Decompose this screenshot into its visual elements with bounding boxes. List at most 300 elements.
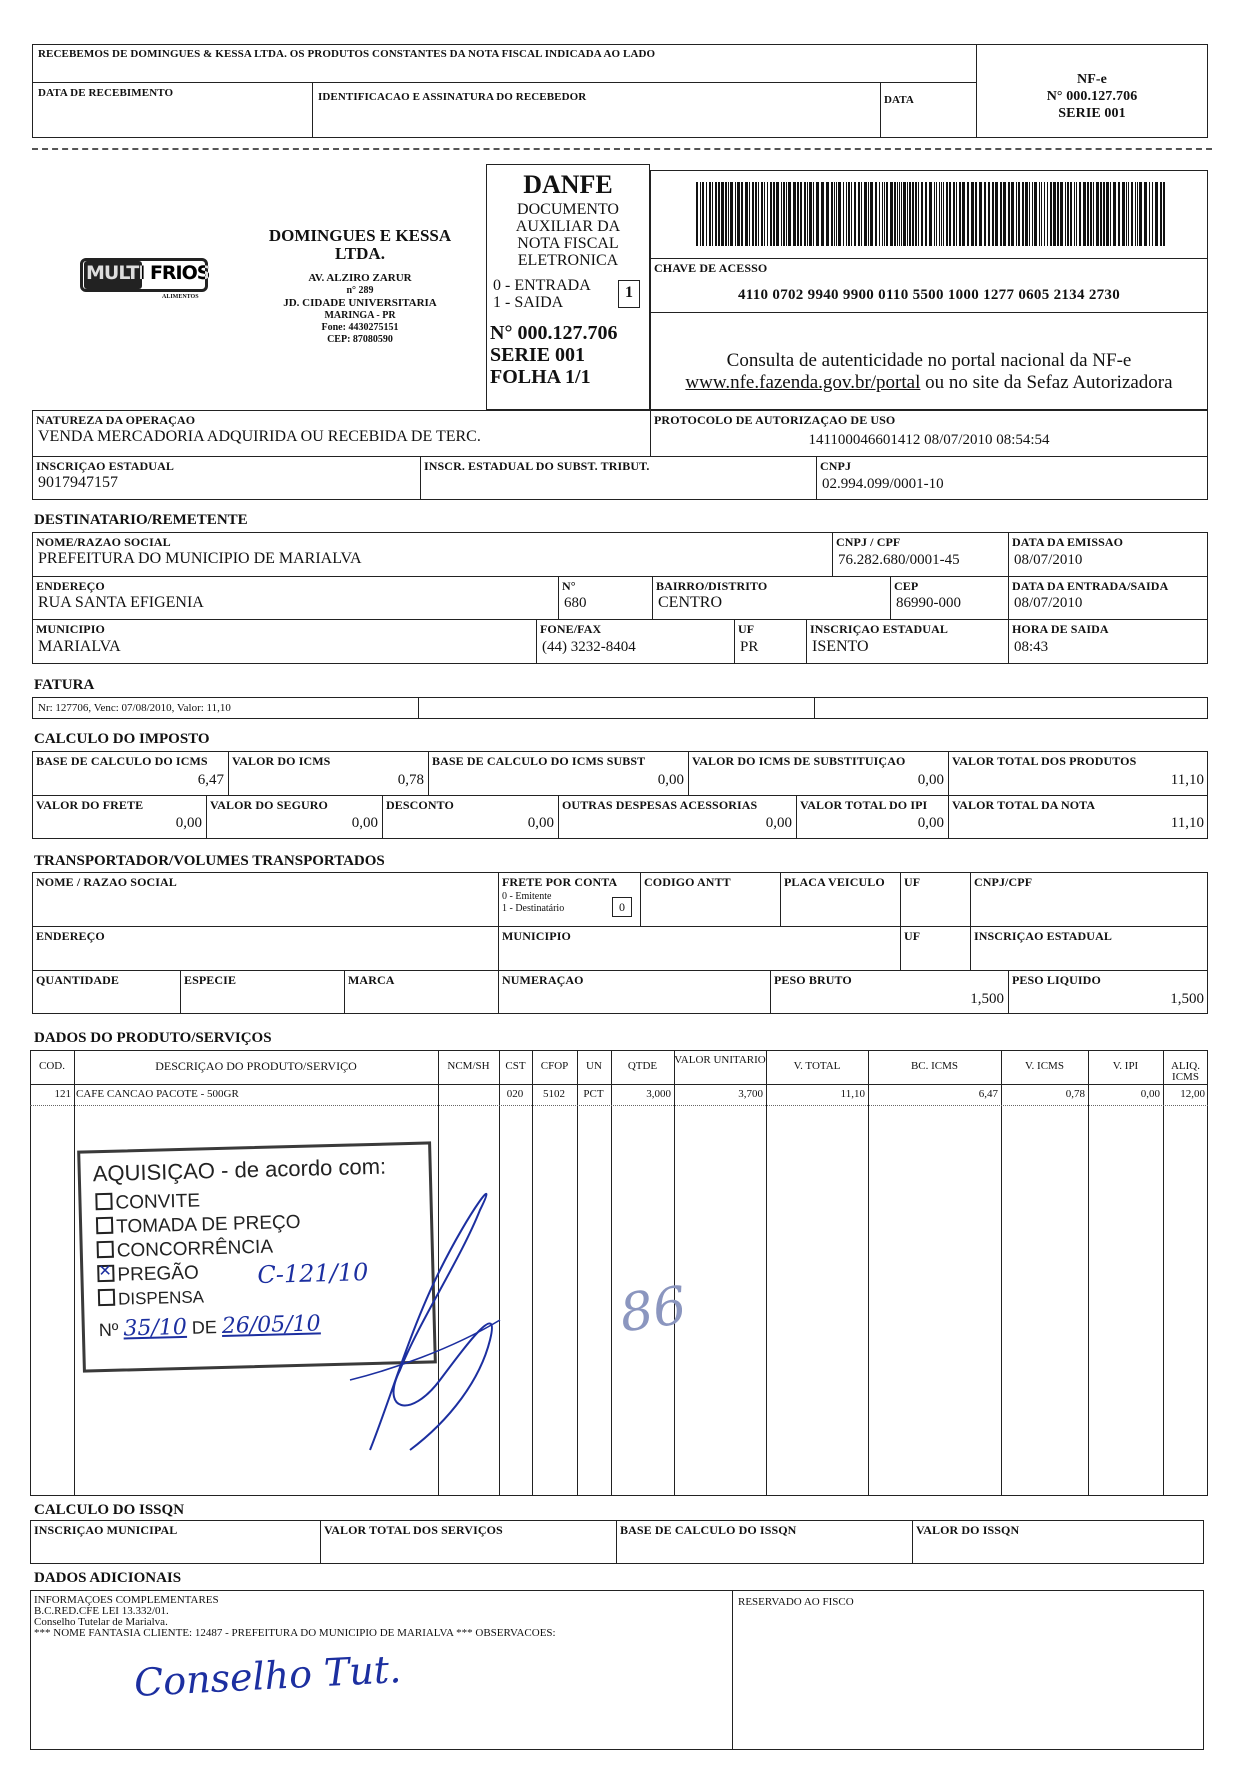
barcode-bar xyxy=(1034,182,1037,246)
barcode-bar xyxy=(1065,182,1066,246)
barcode-bar xyxy=(725,182,727,246)
barcode-bar xyxy=(807,182,808,246)
dest-emissao: 08/07/2010 xyxy=(1014,552,1083,568)
barcode-bar xyxy=(1118,182,1120,246)
barcode-bar xyxy=(943,182,944,246)
barcode-bar xyxy=(879,182,880,246)
products-column-divider xyxy=(1088,1050,1089,1496)
barcode-bar xyxy=(953,182,955,246)
stamp-title: AQUISIÇAO - de acordo com: xyxy=(92,1153,387,1187)
dest-endereco-label: ENDEREÇO xyxy=(36,579,105,593)
products-header-cell: VALOR UNITARIO xyxy=(674,1054,766,1066)
barcode-bar xyxy=(875,182,877,246)
protocolo-label: PROTOCOLO DE AUTORIZAÇAO DE USO xyxy=(654,413,896,427)
barcode-bar xyxy=(715,182,717,246)
outras-label: OUTRAS DESPESAS ACESSORIAS xyxy=(562,798,758,812)
products-column-divider xyxy=(577,1050,578,1496)
stamp-de-label: DE xyxy=(191,1317,218,1338)
products-column-divider xyxy=(611,1050,612,1496)
barcode-bar xyxy=(730,182,733,246)
dest-uf-label: UF xyxy=(738,622,755,636)
barcode-bar xyxy=(988,182,990,246)
barcode-bar xyxy=(949,182,951,246)
seguro-value: 0,00 xyxy=(351,815,378,831)
consulta-url: www.nfe.fazenda.gov.br/portal xyxy=(685,372,921,393)
imposto-section-title: CALCULO DO IMPOSTO xyxy=(34,731,210,747)
danfe-series: SERIE 001 xyxy=(490,344,586,366)
products-column-divider xyxy=(1001,1050,1002,1496)
dest-cep-label: CEP xyxy=(894,579,919,593)
issuer-addr-3: JD. CIDADE UNIVERSITARIA xyxy=(283,297,437,309)
barcode-bar xyxy=(770,182,772,246)
barcode-bar xyxy=(901,182,902,246)
fatura-text: Nr: 127706, Venc: 07/08/2010, Valor: 11,10 xyxy=(38,702,231,714)
barcode-bar xyxy=(1000,182,1002,246)
dest-endereco: RUA SANTA EFIGENIA xyxy=(38,594,204,611)
dest-entrada-label: DATA DA ENTRADA/SAIDA xyxy=(1012,579,1169,593)
access-key-label: CHAVE DE ACESSO xyxy=(654,261,768,275)
danfe-title: DANFE xyxy=(523,170,613,199)
barcode-bar xyxy=(1087,182,1089,246)
products-header-cell: ALIQ. ICMS xyxy=(1170,1060,1201,1083)
barcode-bar xyxy=(1011,182,1014,246)
barcode-bar xyxy=(718,182,720,246)
handwritten-initials: 86 xyxy=(616,1275,691,1345)
barcode-bar xyxy=(752,182,754,246)
issuer-addr-4: MARINGA - PR xyxy=(324,310,396,321)
barcode-bar xyxy=(1039,182,1040,246)
barcode-bar xyxy=(755,182,757,246)
issqn-section-title: CALCULO DO ISSQN xyxy=(34,1502,185,1518)
ie-value: 9017947157 xyxy=(38,474,118,491)
bc-icms-label: BASE DE CALCULO DO ICMS xyxy=(36,754,208,768)
products-header-cell: UN xyxy=(586,1060,602,1072)
cnpj-value: 02.994.099/0001-10 xyxy=(822,476,944,492)
signature-scrawl xyxy=(330,1150,550,1470)
barcode-bar xyxy=(1163,182,1165,246)
transp-uf2-label: UF xyxy=(904,929,921,943)
ipi-label: VALOR TOTAL DO IPI xyxy=(800,798,928,812)
v-icms-label: VALOR DO ICMS xyxy=(232,754,331,768)
dest-nome-label: NOME/RAZAO SOCIAL xyxy=(36,535,171,549)
barcode-bar xyxy=(809,182,812,246)
products-header-cell: QTDE xyxy=(627,1060,658,1072)
barcode-bar xyxy=(897,182,898,246)
adic-fisco-label: RESERVADO AO FISCO xyxy=(738,1596,854,1608)
barcode-bar xyxy=(1053,182,1056,246)
barcode-bar xyxy=(831,182,833,246)
barcode-bar xyxy=(941,182,942,246)
danfe-sub-2: AUXILIAR DA xyxy=(515,218,621,235)
products-section-title: DADOS DO PRODUTO/SERVIÇOS xyxy=(34,1030,272,1046)
barcode-bar xyxy=(800,182,802,246)
barcode-bar xyxy=(1149,182,1150,246)
dest-bairro: CENTRO xyxy=(658,594,722,611)
dest-fone-label: FONE/FAX xyxy=(540,622,602,636)
barcode-bar xyxy=(851,182,852,246)
nota-label: VALOR TOTAL DA NOTA xyxy=(952,798,1096,812)
barcode-bar xyxy=(1067,182,1069,246)
products-header-cell: BC. ICMS xyxy=(910,1060,959,1072)
dest-num-label: N° xyxy=(562,579,576,593)
transp-frete-label: FRETE POR CONTA xyxy=(502,875,618,889)
consulta-line-2 xyxy=(650,372,1208,394)
barcode-bar xyxy=(975,182,977,246)
transp-antt-label: CODIGO ANTT xyxy=(644,875,731,889)
stamp-num-prefix: Nº xyxy=(98,1319,119,1341)
products-column-divider xyxy=(74,1050,75,1496)
barcode-bar xyxy=(899,182,900,246)
products-column-divider xyxy=(766,1050,767,1496)
danfe-sub-3: NOTA FISCAL xyxy=(517,235,619,252)
dest-cnpj-label: CNPJ / CPF xyxy=(836,535,901,549)
transp-liquido: 1,500 xyxy=(1170,991,1204,1007)
dest-entrada: 08/07/2010 xyxy=(1014,595,1083,611)
barcode-bar xyxy=(1096,182,1099,246)
barcode-bar xyxy=(745,182,748,246)
barcode-bar xyxy=(735,182,736,246)
barcode-bar xyxy=(712,182,713,246)
barcode-bar xyxy=(1057,182,1059,246)
logo-subtext: ALIMENTOS xyxy=(162,294,199,300)
barcode-bar xyxy=(1090,182,1092,246)
barcode-bar xyxy=(864,182,867,246)
barcode-bar xyxy=(1041,182,1042,246)
cnpj-label: CNPJ xyxy=(820,459,852,473)
barcode-bar xyxy=(1016,182,1017,246)
dest-ie: ISENTO xyxy=(812,638,869,655)
transp-nome-label: NOME / RAZAO SOCIAL xyxy=(36,875,177,889)
receipt-data-label: DATA xyxy=(884,94,914,106)
bc-st-value: 0,00 xyxy=(657,772,684,788)
barcode-bar xyxy=(934,182,935,246)
transp-placa-label: PLACA VEICULO xyxy=(784,875,885,889)
adicionais-section-title: DADOS ADICIONAIS xyxy=(34,1570,182,1586)
barcode-bar xyxy=(946,182,948,246)
barcode-bar xyxy=(793,182,796,246)
barcode-bar xyxy=(816,182,819,246)
products-column-divider xyxy=(674,1050,675,1496)
v-prod-value: 11,10 xyxy=(1170,772,1204,788)
barcode-bar xyxy=(1137,182,1138,246)
barcode-bar xyxy=(915,182,917,246)
dest-cnpj: 76.282.680/0001-45 xyxy=(838,552,960,568)
table-cell: 0,00 xyxy=(1140,1088,1160,1100)
transp-especie-label: ESPECIE xyxy=(184,973,237,987)
consulta-rest: ou no site da Sefaz Autorizadora xyxy=(920,372,1173,393)
products-header-cell: DESCRIÇAO DO PRODUTO/SERVIÇO xyxy=(155,1059,357,1073)
transport-section-title: TRANSPORTADOR/VOLUMES TRANSPORTADOS xyxy=(34,853,385,869)
barcode-bar xyxy=(1113,182,1116,246)
barcode-bar xyxy=(1131,182,1133,246)
transp-ie-label: INSCRIÇAO ESTADUAL xyxy=(974,929,1112,943)
receipt-id-label: IDENTIFICACAO E ASSINATURA DO RECEBEDOR xyxy=(318,91,587,103)
barcode-bar xyxy=(1047,182,1048,246)
barcode-bar xyxy=(1093,182,1094,246)
dest-ie-label: INSCRIÇAO ESTADUAL xyxy=(810,622,948,636)
barcode-bar xyxy=(979,182,982,246)
stamp-opt-tomada xyxy=(96,1212,301,1239)
products-column-divider xyxy=(868,1050,869,1496)
barcode-bar xyxy=(925,182,927,246)
consulta-line-1: Consulta de autenticidade no portal nacional da NF-e xyxy=(726,350,1132,371)
transp-bruto-label: PESO BRUTO xyxy=(774,973,852,987)
receipt-statement: RECEBEMOS DE DOMINGUES & KESSA LTDA. OS PRODUTOS CONSTANTES DA NOTA FISCAL INDICADA AO LADO xyxy=(38,48,656,60)
table-cell: 5102 xyxy=(543,1088,565,1100)
barcode-bar xyxy=(728,182,729,246)
products-header-cell: V. IPI xyxy=(1112,1060,1139,1072)
receipt-nfe-number: N° 000.127.706 xyxy=(1046,89,1138,104)
dest-bairro-label: BAIRRO/DISTRITO xyxy=(656,579,768,593)
barcode-bar xyxy=(764,182,765,246)
barcode-bar xyxy=(1003,182,1006,246)
issqn-servicos-label: VALOR TOTAL DOS SERVIÇOS xyxy=(324,1523,503,1537)
issqn-valor-label: VALOR DO ISSQN xyxy=(916,1523,1020,1537)
barcode-bar xyxy=(1074,182,1075,246)
stamp-date-value: 26/05/10 xyxy=(221,1311,321,1339)
barcode-bar xyxy=(813,182,814,246)
products-column-divider xyxy=(1163,1050,1164,1496)
adic-line-2: Conselho Tutelar de Marialva. xyxy=(34,1616,168,1628)
barcode-bar xyxy=(700,182,701,246)
danfe-sub-1: DOCUMENTO xyxy=(517,201,619,218)
table-cell: 12,00 xyxy=(1180,1088,1205,1100)
products-header-cell: V. ICMS xyxy=(1025,1060,1064,1072)
barcode-bar xyxy=(1018,182,1020,246)
barcode-bar xyxy=(1029,182,1030,246)
bc-st-label: BASE DE CALCULO DO ICMS SUBST xyxy=(432,754,646,768)
dest-emissao-label: DATA DA EMISSAO xyxy=(1012,535,1124,549)
barcode-bar xyxy=(959,182,961,246)
nota-value: 11,10 xyxy=(1170,815,1204,831)
stamp-opt-convite-label: CONVITE xyxy=(115,1190,201,1214)
barcode-bar xyxy=(870,182,873,246)
barcode-bar xyxy=(749,182,750,246)
barcode-bar xyxy=(781,182,782,246)
barcode-bar xyxy=(854,182,856,246)
barcode-bar xyxy=(890,182,893,246)
barcode-bar xyxy=(846,182,847,246)
barcode-bar xyxy=(882,182,883,246)
stamp-opt-pregao xyxy=(97,1263,199,1288)
ie-label: INSCRIÇAO ESTADUAL xyxy=(36,459,174,473)
danfe-entrada: 0 - ENTRADA xyxy=(493,277,591,294)
barcode-bar xyxy=(709,182,711,246)
barcode-bar xyxy=(909,182,911,246)
barcode-bar xyxy=(1032,182,1033,246)
barcode-bar xyxy=(1100,182,1102,246)
stamp-opt-convite xyxy=(95,1190,200,1215)
barcode-bar xyxy=(1160,182,1162,246)
transp-qtd-label: QUANTIDADE xyxy=(36,973,120,987)
barcode-bar xyxy=(939,182,940,246)
v-prod-label: VALOR TOTAL DOS PRODUTOS xyxy=(952,754,1137,768)
checked-box-icon: ✕ xyxy=(97,1265,114,1282)
barcode-bar xyxy=(1079,182,1081,246)
issuer-cep: CEP: 87080590 xyxy=(327,334,393,345)
barcode-bar xyxy=(1126,182,1127,246)
barcode-bar xyxy=(797,182,799,246)
products-header-cell: COD. xyxy=(39,1060,65,1072)
barcode-bar xyxy=(1128,182,1129,246)
barcode-bar xyxy=(1076,182,1077,246)
transp-bruto: 1,500 xyxy=(970,991,1004,1007)
ie-st-label: INSCR. ESTADUAL DO SUBST. TRIBUT. xyxy=(424,459,650,473)
barcode-bar xyxy=(886,182,888,246)
stamp-opt-concorrencia xyxy=(97,1237,274,1264)
danfe-type-value: 1 xyxy=(625,284,633,301)
barcode-bar xyxy=(838,182,841,246)
recipient-section-title: DESTINATARIO/REMETENTE xyxy=(34,512,248,528)
barcode-bar xyxy=(894,182,896,246)
frete-value: 0,00 xyxy=(175,815,202,831)
barcode-bar xyxy=(1122,182,1125,246)
barcode-bar xyxy=(696,182,698,246)
protocolo-value: 141100046601412 08/07/2010 08:54:54 xyxy=(808,432,1050,448)
dest-hora-label: HORA DE SAIDA xyxy=(1012,622,1109,636)
dest-fone: (44) 3232-8404 xyxy=(542,639,636,655)
transp-cnpj-label: CNPJ/CPF xyxy=(974,875,1033,889)
v-icms-value: 0,78 xyxy=(397,772,424,788)
danfe-saida: 1 - SAIDA xyxy=(493,294,564,311)
adic-line-3: *** NOME FANTASIA CLIENTE: 12487 - PREFEITURA DO MUNICIPIO DE MARIALVA *** OBSERVACOES: xyxy=(34,1627,556,1639)
table-cell: CAFE CANCAO PACOTE - 500GR xyxy=(76,1088,239,1100)
barcode-bar xyxy=(1144,182,1147,246)
transp-liquido-label: PESO LIQUIDO xyxy=(1012,973,1101,987)
frete-label: VALOR DO FRETE xyxy=(36,798,144,812)
barcode-bar xyxy=(834,182,835,246)
seguro-label: VALOR DO SEGURO xyxy=(210,798,328,812)
transp-numeracao-label: NUMERAÇAO xyxy=(502,973,584,987)
table-cell: 121 xyxy=(54,1088,71,1100)
products-header-cell: CFOP xyxy=(540,1060,569,1072)
transp-endereco-label: ENDEREÇO xyxy=(36,929,105,943)
barcode xyxy=(696,182,1166,246)
barcode-bar xyxy=(773,182,775,246)
issuer-name-2: LTDA. xyxy=(335,244,385,263)
barcode-bar xyxy=(788,182,791,246)
barcode-bar xyxy=(1008,182,1010,246)
barcode-bar xyxy=(1139,182,1142,246)
barcode-bar xyxy=(971,182,974,246)
barcode-bar xyxy=(702,182,704,246)
barcode-bar xyxy=(1022,182,1024,246)
barcode-bar xyxy=(984,182,986,246)
transp-frete-value: 0 xyxy=(619,900,625,914)
issqn-im-label: INSCRIÇAO MUNICIPAL xyxy=(34,1523,178,1537)
dest-uf: PR xyxy=(740,639,759,655)
danfe-sub-4: ELETRONICA xyxy=(517,252,619,269)
issqn-box xyxy=(30,1520,1204,1564)
barcode-bar xyxy=(804,182,806,246)
dest-municipio: MARIALVA xyxy=(38,638,121,655)
barcode-bar xyxy=(741,182,743,246)
transp-municipio-label: MUNICIPIO xyxy=(502,929,571,943)
natureza-value: VENDA MERCADORIA ADQUIRIDA OU RECEBIDA DE TERC. xyxy=(38,428,481,445)
stamp-opt-concorrencia-label: CONCORRÊNCIA xyxy=(116,1236,274,1262)
stamp-opt-dispensa xyxy=(98,1286,204,1310)
issuer-addr-2: n° 289 xyxy=(346,285,374,296)
desconto-label: DESCONTO xyxy=(386,798,454,812)
receipt-date-label: DATA DE RECEBIMENTO xyxy=(38,87,174,99)
table-cell: 11,10 xyxy=(840,1088,865,1100)
barcode-bar xyxy=(761,182,763,246)
stamp-hand-code: C-121/10 xyxy=(257,1258,369,1289)
table-cell: 020 xyxy=(506,1088,524,1100)
adic-info-label: INFORMAÇOES COMPLEMENTARES xyxy=(34,1594,219,1606)
bc-icms-value: 6,47 xyxy=(197,772,224,788)
dest-hora: 08:43 xyxy=(1014,639,1049,655)
barcode-bar xyxy=(1044,182,1045,246)
barcode-bar xyxy=(861,182,862,246)
barcode-bar xyxy=(786,182,787,246)
barcode-bar xyxy=(884,182,885,246)
receipt-nfe-label: NF-e xyxy=(1077,72,1107,87)
table-cell: 6,47 xyxy=(978,1088,998,1100)
table-cell: 0,78 xyxy=(1065,1088,1085,1100)
operation-box xyxy=(32,410,1208,500)
stamp-opt-dispensa-label: DISPENSA xyxy=(117,1287,205,1309)
barcode-bar xyxy=(826,182,829,246)
barcode-bar xyxy=(962,182,965,246)
barcode-bar xyxy=(992,182,994,246)
barcode-bar xyxy=(929,182,932,246)
barcode-bar xyxy=(1070,182,1072,246)
transp-frete-opt2: 1 - Destinatário xyxy=(502,903,565,914)
stamp-number-line xyxy=(99,1311,321,1342)
company-logo xyxy=(80,258,210,302)
ipi-value: 0,00 xyxy=(917,815,944,831)
barcode-bar xyxy=(737,182,740,246)
danfe-folha: FOLHA 1/1 xyxy=(490,366,591,388)
stamp-num-value: 35/10 xyxy=(123,1314,188,1342)
adic-line-1: B.C.RED.CFE LEI 13.332/01. xyxy=(34,1605,169,1617)
barcode-bar xyxy=(912,182,914,246)
barcode-bar xyxy=(1106,182,1109,246)
barcode-bar xyxy=(843,182,844,246)
table-row xyxy=(30,1105,1208,1106)
products-header-cell: CST xyxy=(505,1060,526,1072)
dest-num: 680 xyxy=(564,595,587,611)
dest-municipio-label: MUNICIPIO xyxy=(36,622,105,636)
barcode-bar xyxy=(918,182,919,246)
barcode-bar xyxy=(783,182,785,246)
barcode-bar xyxy=(721,182,724,246)
barcode-bar xyxy=(903,182,906,246)
barcode-bar xyxy=(1083,182,1086,246)
transp-marca-label: MARCA xyxy=(348,973,395,987)
issqn-bc-label: BASE DE CALCULO DO ISSQN xyxy=(620,1523,797,1537)
barcode-bar xyxy=(1135,182,1136,246)
barcode-bar xyxy=(1025,182,1028,246)
barcode-bar xyxy=(848,182,850,246)
barcode-bar xyxy=(907,182,908,246)
barcode-bar xyxy=(995,182,998,246)
barcode-bar xyxy=(821,182,824,246)
barcode-bar xyxy=(956,182,957,246)
products-header-cell: V. TOTAL xyxy=(793,1060,841,1072)
barcode-bar xyxy=(936,182,937,246)
stamp-opt-tomada-label: TOMADA DE PREÇO xyxy=(115,1211,301,1238)
table-cell: PCT xyxy=(583,1088,604,1100)
barcode-bar xyxy=(767,182,768,246)
desconto-value: 0,00 xyxy=(527,815,554,831)
outras-value: 0,00 xyxy=(765,815,792,831)
barcode-bar xyxy=(1050,182,1052,246)
barcode-bar xyxy=(1110,182,1111,246)
barcode-bar xyxy=(967,182,969,246)
transp-frete-opt1: 0 - Emitente xyxy=(502,891,552,902)
